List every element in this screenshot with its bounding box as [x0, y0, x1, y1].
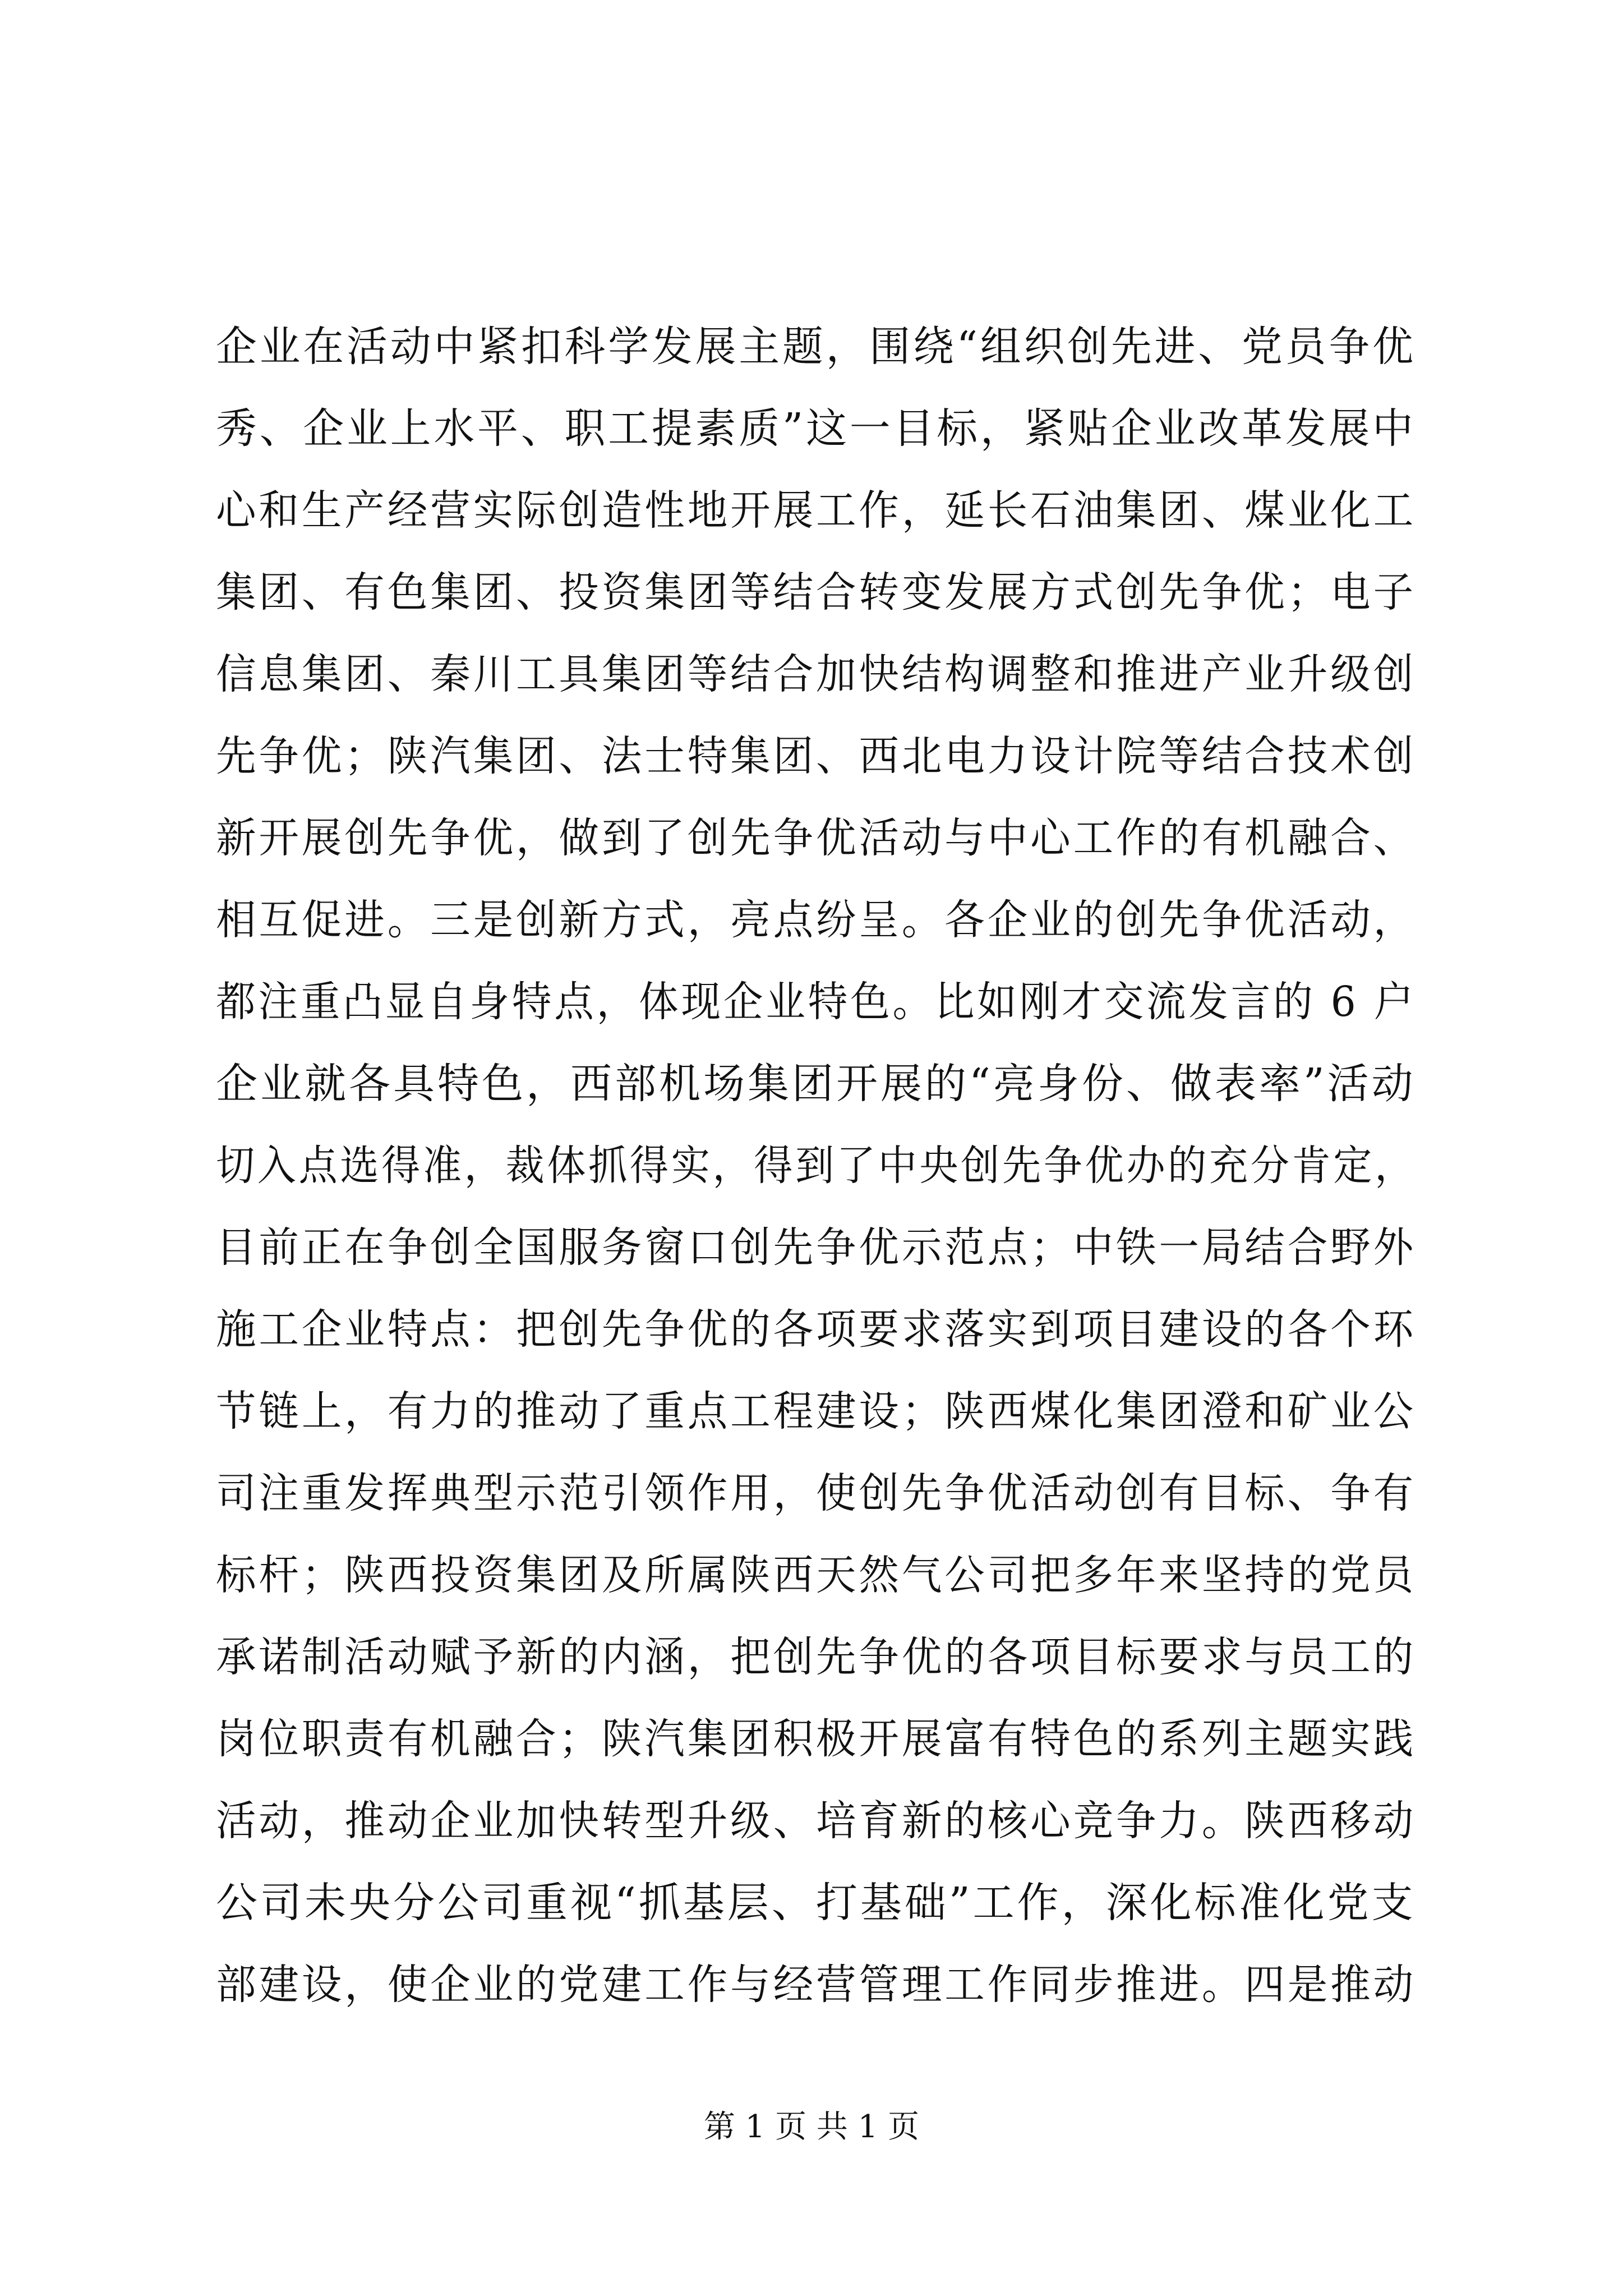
- text-line: 相互促进。三是创新方式，亮点纷呈。各企业的创先争优活动，: [216, 896, 1416, 944]
- text-line: 先争优；陕汽集团、法士特集团、西北电力设计院等结合技术创: [216, 732, 1416, 780]
- text-line: 企业在活动中紧扣科学发展主题，围绕“组织创先进、党员争优: [216, 323, 1416, 371]
- text-line: 活动，推动企业加快转型升级、培育新的核心竞争力。陕西移动: [216, 1797, 1416, 1845]
- text-line: 目前正在争创全国服务窗口创先争优示范点；中铁一局结合野外: [216, 1223, 1416, 1272]
- body-text: [216, 306, 1416, 2026]
- text-line: 集团、有色集团、投资集团等结合转变发展方式创先争优；电子: [216, 568, 1416, 616]
- text-line: 企业就各具特色，西部机场集团开展的“亮身份、做表率”活动: [216, 1060, 1416, 1108]
- text-line: 施工企业特点：把创先争优的各项要求落实到项目建设的各个环: [216, 1305, 1416, 1354]
- text-line: 秀、企业上水平、职工提素质”这一目标，紧贴企业改革发展中: [216, 404, 1416, 453]
- text-line: 新开展创先争优，做到了创先争优活动与中心工作的有机融合、: [216, 814, 1416, 862]
- text-line: 部建设，使企业的党建工作与经营管理工作同步推进。四是推动: [216, 1961, 1416, 2009]
- text-line: 岗位职责有机融合；陕汽集团积极开展富有特色的系列主题实践: [216, 1715, 1416, 1763]
- text-line: 司注重发挥典型示范引领作用，使创先争优活动创有目标、争有: [216, 1469, 1416, 1517]
- page-footer: 第 1 页 共 1 页: [703, 2109, 920, 2145]
- text-line: 切入点选得准，裁体抓得实，得到了中央创先争优办的充分肯定，: [216, 1142, 1416, 1190]
- text-line: 信息集团、秦川工具集团等结合加快结构调整和推进产业升级创: [216, 650, 1416, 698]
- text-line: 心和生产经营实际创造性地开展工作，延长石油集团、煤业化工: [216, 486, 1416, 535]
- text-line: 公司未央分公司重视“抓基层、打基础”工作，深化标准化党支: [216, 1879, 1416, 1927]
- text-line: 承诺制活动赋予新的内涵，把创先争优的各项目标要求与员工的: [216, 1633, 1416, 1681]
- text-line: 节链上，有力的推动了重点工程建设；陕西煤化集团澄和矿业公: [216, 1387, 1416, 1435]
- text-line: 都注重凸显自身特点，体现企业特色。比如刚才交流发言的 6 户: [216, 978, 1417, 1026]
- text-line: 标杆；陕西投资集团及所属陕西天然气公司把多年来坚持的党员: [216, 1551, 1416, 1599]
